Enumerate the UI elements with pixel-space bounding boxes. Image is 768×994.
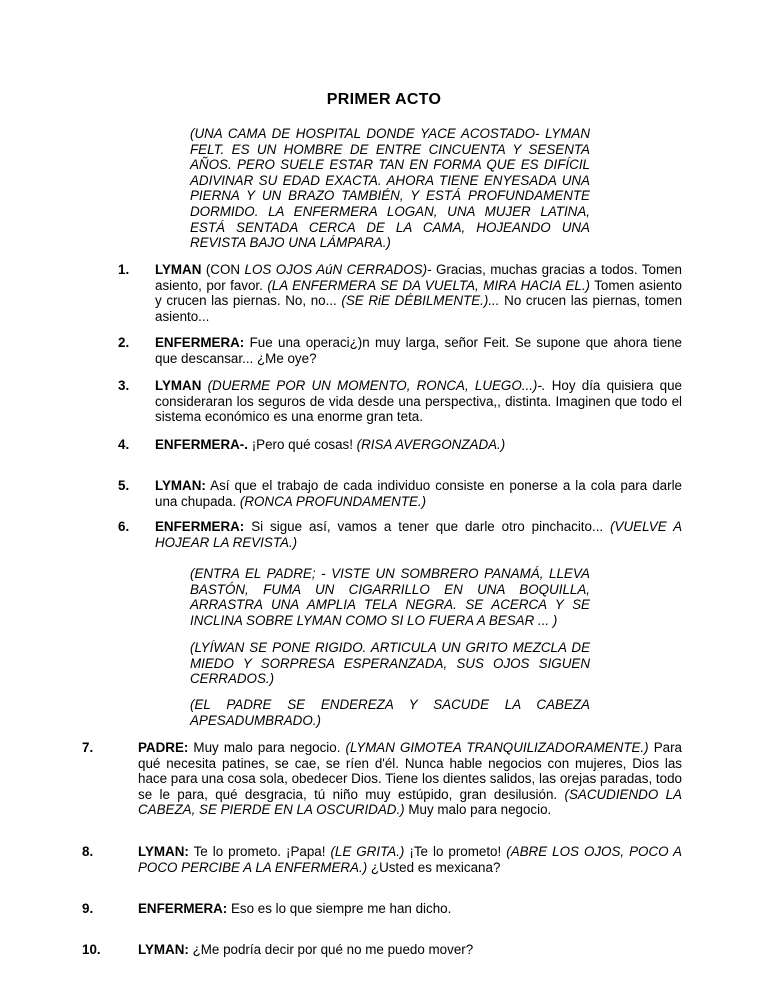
- stage-direction-inline: (DUERME POR UN MOMENTO, RONCA, LUEGO...)-.: [207, 378, 546, 393]
- stage-direction-inline: (LYMAN GIMOTEA TRANQUILIZADORAMENTE.): [345, 740, 649, 755]
- dialogue-segment: Fue una operaci¿)n muy larga, señor Feit. Se supone que ahora tiene que descansar... ¿Me oye?: [155, 335, 682, 366]
- stage-direction-inline: (SE RiE DÉBILMENTE.)...: [341, 293, 500, 309]
- dialogue-entry-3: [118, 378, 682, 425]
- line-number: 10.: [82, 942, 101, 957]
- dialogue-segment: Así que el trabajo de cada individuo consiste en ponerse a la cola para darle una chupada.: [155, 478, 682, 509]
- dialogue-segment: Tomen asiento y crucen las piernas. No, no...: [155, 277, 682, 309]
- stage-direction-inline: (ABRE LOS OJOS, POCO A POCO PERCIBE A LA ENFERMERA.): [138, 844, 682, 875]
- speaker-name: PADRE:: [138, 740, 189, 755]
- dialogue-segment: No crucen las piernas, tomen asiento...: [155, 293, 683, 324]
- dialogue-entry-9: [82, 901, 682, 917]
- dialogue-segment: Muy malo para negocio.: [188, 740, 346, 755]
- dialogue-segment: (CON: [201, 262, 245, 277]
- dialogue-entry-10: [82, 942, 682, 958]
- dialogue-segment: Para qué necesita patines, se cae, se ríen d'él. Nunca hable negocios con mujeres, Dios las hace para una cosa sola, obedecer Dios. Tiene los dientes salidos, las orejas paradas, todo se le para, qué desgracia, tú niño muy estúpido, gran desilusión.: [138, 740, 682, 802]
- dialogue-text: [138, 844, 682, 875]
- dialogue-text: [155, 262, 682, 324]
- line-number: 2.: [118, 335, 130, 350]
- stage-direction-padre-enters: (ENTRA EL PADRE; - VISTE UN SOMBRERO PANAMÁ, LLEVA BASTÓN, FUMA UN CIGARRILLO EN UNA BOQUILLA, ARRASTRA UNA AMPLIA TELA NEGRA. SE ACERCA Y SE INCLINA SOBRE LYMAN COMO SI LO FUERA A BESAR ... ): [190, 566, 590, 628]
- speaker-name: ENFERMERA:: [155, 335, 245, 350]
- speaker-name: LYMAN:: [155, 478, 206, 493]
- dialogue-entry-1: [118, 262, 682, 324]
- dialogue-entry-6: [118, 519, 682, 550]
- line-number: 7.: [82, 740, 94, 755]
- dialogue-segment: ¡Te lo prometo!: [404, 844, 507, 859]
- line-number: 1.: [118, 262, 130, 277]
- dialogue-text: [155, 478, 682, 509]
- line-number: 3.: [118, 378, 130, 393]
- stage-direction-inline: (RISA AVERGONZADA.): [356, 437, 506, 452]
- speaker-name: LYMAN: [155, 262, 202, 277]
- dialogue-text: [155, 335, 682, 366]
- dialogue-segment: Te lo prometo. ¡Papa!: [188, 844, 331, 859]
- dialogue-segment: Muy malo para negocio.: [404, 802, 552, 818]
- dialogue-segment: ¿Me podría decir por qué no me puedo mover?: [188, 942, 474, 957]
- dialogue-entry-7: [82, 740, 682, 818]
- act-title: PRIMER ACTO: [326, 91, 442, 108]
- stage-direction-inline: (SACUDIENDO LA CABEZA, SE PIERDE EN LA OSCURIDAD.): [138, 786, 682, 818]
- stage-direction-lyman-rigid: (LYÍWAN SE PONE RIGIDO. ARTICULA UN GRITO MEZCLA DE MIEDO Y SORPRESA ESPERANZADA, SUS OJOS SIGUEN CERRADOS.): [190, 640, 590, 687]
- line-number: 6.: [118, 519, 130, 534]
- dialogue-entry-4: [118, 437, 682, 453]
- dialogue-entry-5: [118, 478, 682, 509]
- stage-direction-inline: (RONCA PROFUNDAMENTE.): [239, 493, 427, 509]
- speaker-name: LYMAN:: [138, 942, 189, 957]
- line-number: 4.: [118, 437, 130, 452]
- speaker-name: ENFERMERA:: [138, 901, 228, 916]
- line-number: 5.: [118, 478, 130, 493]
- dialogue-segment: Hoy día quisiera que consideraran los seguros de vida desde una perspectiva,, distinta. Imaginen que todo el sistema económico es una enorme gran teta.: [155, 378, 682, 425]
- stage-direction-opening: (UNA CAMA DE HOSPITAL DONDE YACE ACOSTADO- LYMAN FELT. ES UN HOMBRE DE ENTRE CINCUENTA Y SESENTA AÑOS. PERO SUELE ESTAR TAN EN FORMA QUE ES DIFÍCIL ADIVINAR SU EDAD EXACTA. AHORA TIENE ENYESADA UNA PIERNA Y UN BRAZO TAMBIÉN, Y ESTÁ PROFUNDAMENTE DORMIDO. LA ENFERMERA LOGAN, UNA MUJER LATINA, ESTÁ SENTADA CERCA DE LA CAMA, HOJEANDO UNA REVISTA BAJO UNA LÁMPARA.): [190, 126, 590, 251]
- dialogue-segment: Si sigue así, vamos a tener que darle otro pinchacito...: [244, 519, 611, 534]
- dialogue-segment: ¿Usted es mexicana?: [367, 859, 501, 875]
- line-number: 9.: [82, 901, 94, 916]
- stage-direction-inline: (LE GRITA.): [330, 844, 405, 859]
- stage-direction-inline: LOS OJOS AúN CERRADOS)-: [244, 262, 432, 277]
- dialogue-text: [155, 378, 682, 425]
- speaker-name: ENFERMERA-.: [155, 437, 248, 452]
- speaker-name: LYMAN:: [138, 844, 189, 859]
- speaker-name: ENFERMERA:: [155, 519, 245, 534]
- speaker-name: LYMAN: [155, 378, 202, 393]
- dialogue-text: [138, 901, 682, 917]
- dialogue-segment: ¡Pero qué cosas!: [248, 437, 357, 452]
- stage-direction-padre-shakes-head: (EL PADRE SE ENDEREZA Y SACUDE LA CABEZA APESADUMBRADO.): [190, 697, 590, 728]
- stage-direction-inline: (LA ENFERMERA SE DA VUELTA, MIRA HACIA EL.): [267, 277, 590, 293]
- dialogue-text: [138, 740, 682, 818]
- dialogue-entry-2: [118, 335, 682, 366]
- dialogue-text: [155, 519, 682, 550]
- dialogue-segment: Gracias, muchas gracias a todos. Tomen asiento, por favor.: [155, 262, 683, 293]
- dialogue-text: [138, 942, 682, 958]
- line-number: 8.: [82, 844, 94, 859]
- stage-direction-inline: (VUELVE A HOJEAR LA REVISTA.): [155, 519, 683, 550]
- dialogue-entry-8: [82, 844, 682, 875]
- dialogue-text: [155, 437, 682, 453]
- dialogue-segment: Eso es lo que siempre me han dicho.: [227, 901, 452, 916]
